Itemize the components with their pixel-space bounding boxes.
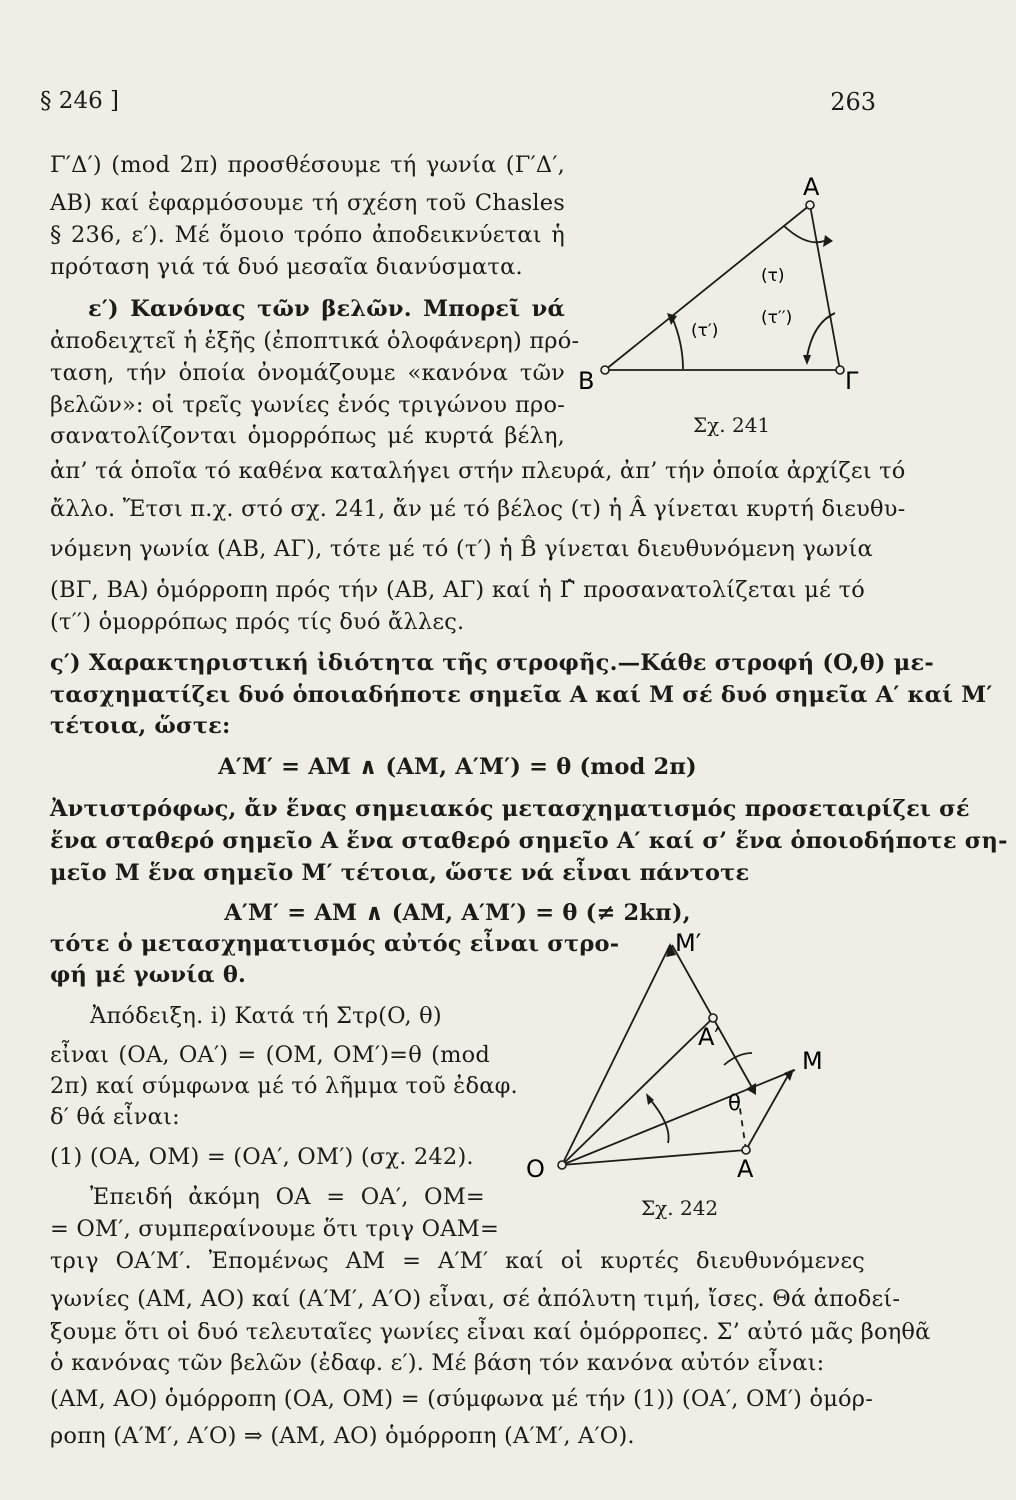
label-g: Γ xyxy=(845,367,859,395)
label-tau2: (τ′′) xyxy=(761,308,793,328)
label-tau: (τ) xyxy=(761,266,785,286)
text-line: (BΓ, BA) ὁμόρροπη πρός τήν (AB, AΓ) καί ἡ Γ̂ προσανατολίζεται μέ τό xyxy=(50,577,865,603)
text-line: μεῖο M ἕνα σημεῖο M′ τέτοια, ὥστε νά εἶναι πάντοτε xyxy=(50,860,750,886)
label-a1: A′ xyxy=(698,1023,720,1051)
label-a: A xyxy=(803,175,820,201)
figure-242-caption: Σχ. 242 xyxy=(641,1196,719,1220)
text-line: φή μέ γωνία θ. xyxy=(50,962,247,988)
text-line: Ἀπόδειξη. i) Κατά τή Στρ(O, θ) xyxy=(90,1003,442,1029)
point-o xyxy=(558,1161,566,1169)
equation: A′M′ = AM ∧ (AM, A′M′) = θ (mod 2π) xyxy=(218,754,697,780)
text-line: πρόταση γιά τά δυό μεσαῖα διανύσματα. xyxy=(50,254,523,280)
text-line: ἀποδειχτεῖ ἡ ἑξῆς (ἐποπτικά ὁλοφάνερη) πρό- xyxy=(50,328,580,354)
arrow-tau2 xyxy=(803,355,811,365)
page-number: 263 xyxy=(830,88,876,116)
figure-241-triangle xyxy=(575,175,875,415)
text-line: νόμενη γωνία (AB, AΓ), τότε μέ τό (τ′) ἡ B̂ γίνεται διευθυνόμενη γωνία xyxy=(50,536,873,562)
vector-am xyxy=(746,1072,790,1150)
segment-oa xyxy=(562,1150,746,1165)
text-line: τότε ὁ μετασχηματισμός αὐτός εἶναι στρο- xyxy=(50,931,620,957)
segment-oa1 xyxy=(562,1018,713,1165)
label-o: O xyxy=(526,1155,545,1183)
label-theta: θ xyxy=(728,1091,741,1115)
arc-tau xyxy=(784,226,824,242)
point-b xyxy=(601,366,609,374)
segment-om xyxy=(562,1070,795,1165)
arc-tau1 xyxy=(672,317,683,369)
text-line: (1) (OA, OM) = (OA′, OM′) (σχ. 242). xyxy=(50,1144,474,1170)
text-line: τέτοια, ὥστε: xyxy=(50,713,231,739)
label-m: M xyxy=(802,1047,823,1075)
label-a: A xyxy=(737,1155,754,1183)
text-line: εἶναι (OA, OA′) = (OM, OM′)=θ (mod xyxy=(50,1042,490,1068)
label-b: B xyxy=(578,367,595,395)
text-line: ροπη (A′M′, A′O) ⇒ (AM, AO) ὁμόρροπη (A′M′, A′O). xyxy=(50,1423,635,1449)
text-line: AB) καί ἐφαρμόσουμε τή σχέση τοῦ Chasles xyxy=(50,190,565,216)
text-line: Ἐπειδή ἀκόμη OA = OA′, OM= xyxy=(90,1184,485,1210)
text-line: δ′ θά εἶναι: xyxy=(50,1104,180,1130)
text-line: γωνίες (AM, AO) καί (A′M′, A′O) εἶναι, σέ ἀπόλυτη τιμή, ἴσες. Θά ἀποδεί- xyxy=(50,1286,901,1312)
text-line: σανατολίζονται ὁμορρόπως μέ κυρτά βέλη, xyxy=(50,423,565,449)
section-header: § 246 ] xyxy=(40,88,119,114)
text-line: Ἀντιστρόφως, ἄν ἕνας σημειακός μετασχηματισμός προσεταιρίζει σέ xyxy=(50,796,970,822)
text-line: βελῶν»: οἱ τρεῖς γωνίες ἑνός τριγώνου προ- xyxy=(50,392,565,418)
figure-242-rotation xyxy=(520,925,865,1195)
point-g xyxy=(836,366,844,374)
text-line: ξουμε ὅτι οἱ δυό τελευταῖες γωνίες εἶναι καί ὁμόρροπες. Σ’ αὐτό μᾶς βοηθᾶ xyxy=(50,1319,931,1345)
text-line: ἄλλο. Ἔτσι π.χ. στό σχ. 241, ἄν μέ τό βέλος (τ) ἡ Â γίνεται κυρτή διευθυ- xyxy=(50,496,906,522)
text-line: ἀπ’ τά ὁποῖα τό καθένα καταλήγει στήν πλευρά, ἀπ’ τήν ὁποία ἀρχίζει τό xyxy=(50,458,906,484)
segment-om1 xyxy=(562,945,670,1165)
text-line: τριγ OA′M′. Ἐπομένως AM = A′M′ καί οἱ κυρτές διευθυνόμενες xyxy=(50,1248,865,1274)
arrow-tau xyxy=(823,235,833,247)
text-line: ς′) Χαρακτηριστική ἰδιότητα τῆς στροφῆς.—Κάθε στροφή (O,θ) με- xyxy=(50,650,934,676)
text-line: ὁ κανόνας τῶν βελῶν (ἐδαφ. ε′). Μέ βάση τόν κανόνα αὐτόν εἶναι: xyxy=(50,1350,825,1376)
point-a xyxy=(742,1146,750,1154)
text-line: τασχηματίζει δυό ὁποιαδήποτε σημεῖα A καί M σέ δυό σημεῖα A′ καί M′ xyxy=(50,682,993,708)
text-line: (τ′′) ὁμορρόπως πρός τίς δυό ἄλλες. xyxy=(50,609,465,635)
text-line: ταση, τήν ὁποία ὀνομάζουμε «κανόνα τῶν xyxy=(50,360,565,386)
text-line: = OM′, συμπεραίνουμε ὅτι τριγ OAM= xyxy=(50,1216,500,1242)
text-line: Γ′Δ′) (mod 2π) προσθέσουμε τή γωνία (Γ′Δ′, xyxy=(50,152,565,178)
side-ag xyxy=(810,205,840,370)
text-line: (AM, AO) ὁμόρροπη (OA, OM) = (σύμφωνα μέ τήν (1)) (OA′, OM′) ὁμόρ- xyxy=(50,1386,874,1412)
label-tau1: (τ′) xyxy=(691,321,719,341)
label-m1: M′ xyxy=(675,929,702,957)
side-ab xyxy=(605,205,810,370)
point-a1 xyxy=(709,1014,717,1022)
figure-241-caption: Σχ. 241 xyxy=(693,413,771,437)
angle-aux-arc xyxy=(648,1097,669,1143)
point-a xyxy=(806,201,814,209)
text-line: 2π) καί σύμφωνα μέ τό λῆμμα τοῦ ἐδαφ. xyxy=(50,1073,518,1099)
text-line: ε′) Κανόνας τῶν βελῶν. Μπορεῖ νά xyxy=(88,296,565,322)
text-line: § 236, ε′). Μέ ὅμοιο τρόπο ἀποδεικνύεται ἡ xyxy=(50,222,565,248)
text-line: ἕνα σταθερό σημεῖο A ἕνα σταθερό σημεῖο A′ καί σ’ ἕνα ὁποιοδήποτε ση- xyxy=(50,828,1008,854)
equation: A′M′ = AM ∧ (AM, A′M′) = θ (≠ 2kπ), xyxy=(224,900,691,926)
